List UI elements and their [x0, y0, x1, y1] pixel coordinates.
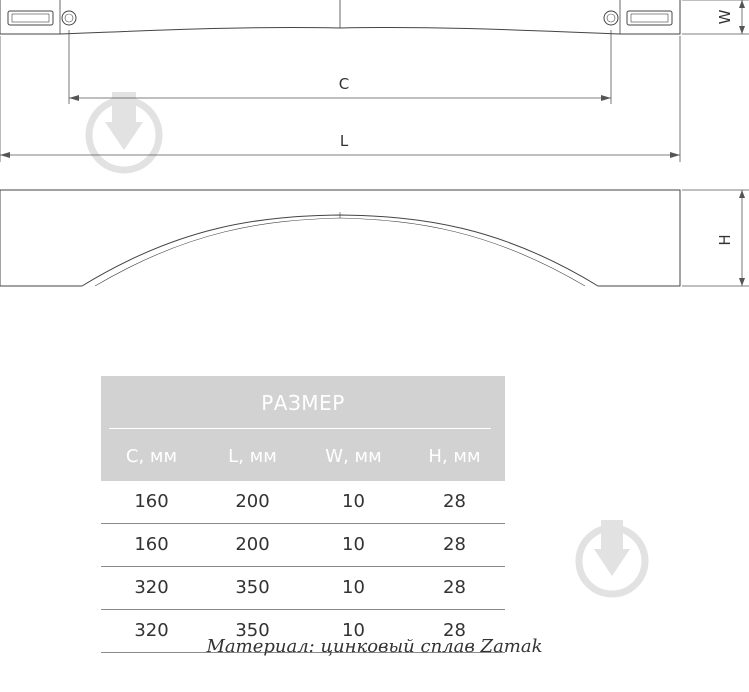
l-label: L: [339, 132, 349, 150]
column-header-c: C, мм: [125, 446, 178, 467]
cell-l: 350: [235, 620, 270, 641]
cell-h: 28: [443, 620, 466, 641]
size-table-header: [101, 376, 505, 481]
cell-w: 10: [342, 534, 365, 555]
h-label: H: [716, 234, 734, 246]
column-header-l: L, мм: [228, 446, 277, 467]
table-row: [101, 524, 505, 567]
column-header-w: W, мм: [325, 446, 382, 467]
cell-c: 160: [134, 491, 169, 512]
table-row: [101, 567, 505, 610]
download-arrow-watermark-icon: [89, 92, 159, 170]
cell-h: 28: [443, 577, 466, 598]
size-table: [101, 376, 505, 653]
cell-w: 10: [342, 491, 365, 512]
c-label: C: [338, 75, 350, 93]
handle-top-view: [0, 0, 680, 34]
cell-w: 10: [342, 577, 365, 598]
cell-l: 200: [235, 491, 270, 512]
cell-w: 10: [342, 620, 365, 641]
cell-l: 350: [235, 577, 270, 598]
cell-c: 160: [134, 534, 169, 555]
column-header-h: H, мм: [428, 446, 481, 467]
material-caption: Материал: цинковый сплав Zamak: [206, 636, 543, 657]
column-headers: [101, 429, 505, 481]
cell-c: 320: [134, 577, 169, 598]
cell-c: 320: [134, 620, 169, 641]
download-arrow-watermark-icon: [570, 516, 654, 598]
cell-h: 28: [443, 534, 466, 555]
handle-side-view: [0, 190, 680, 286]
cell-h: 28: [443, 491, 466, 512]
size-table-title: РАЗМЕР: [261, 391, 345, 415]
w-label: W: [716, 9, 734, 25]
table-row: [101, 481, 505, 524]
cell-l: 200: [235, 534, 270, 555]
